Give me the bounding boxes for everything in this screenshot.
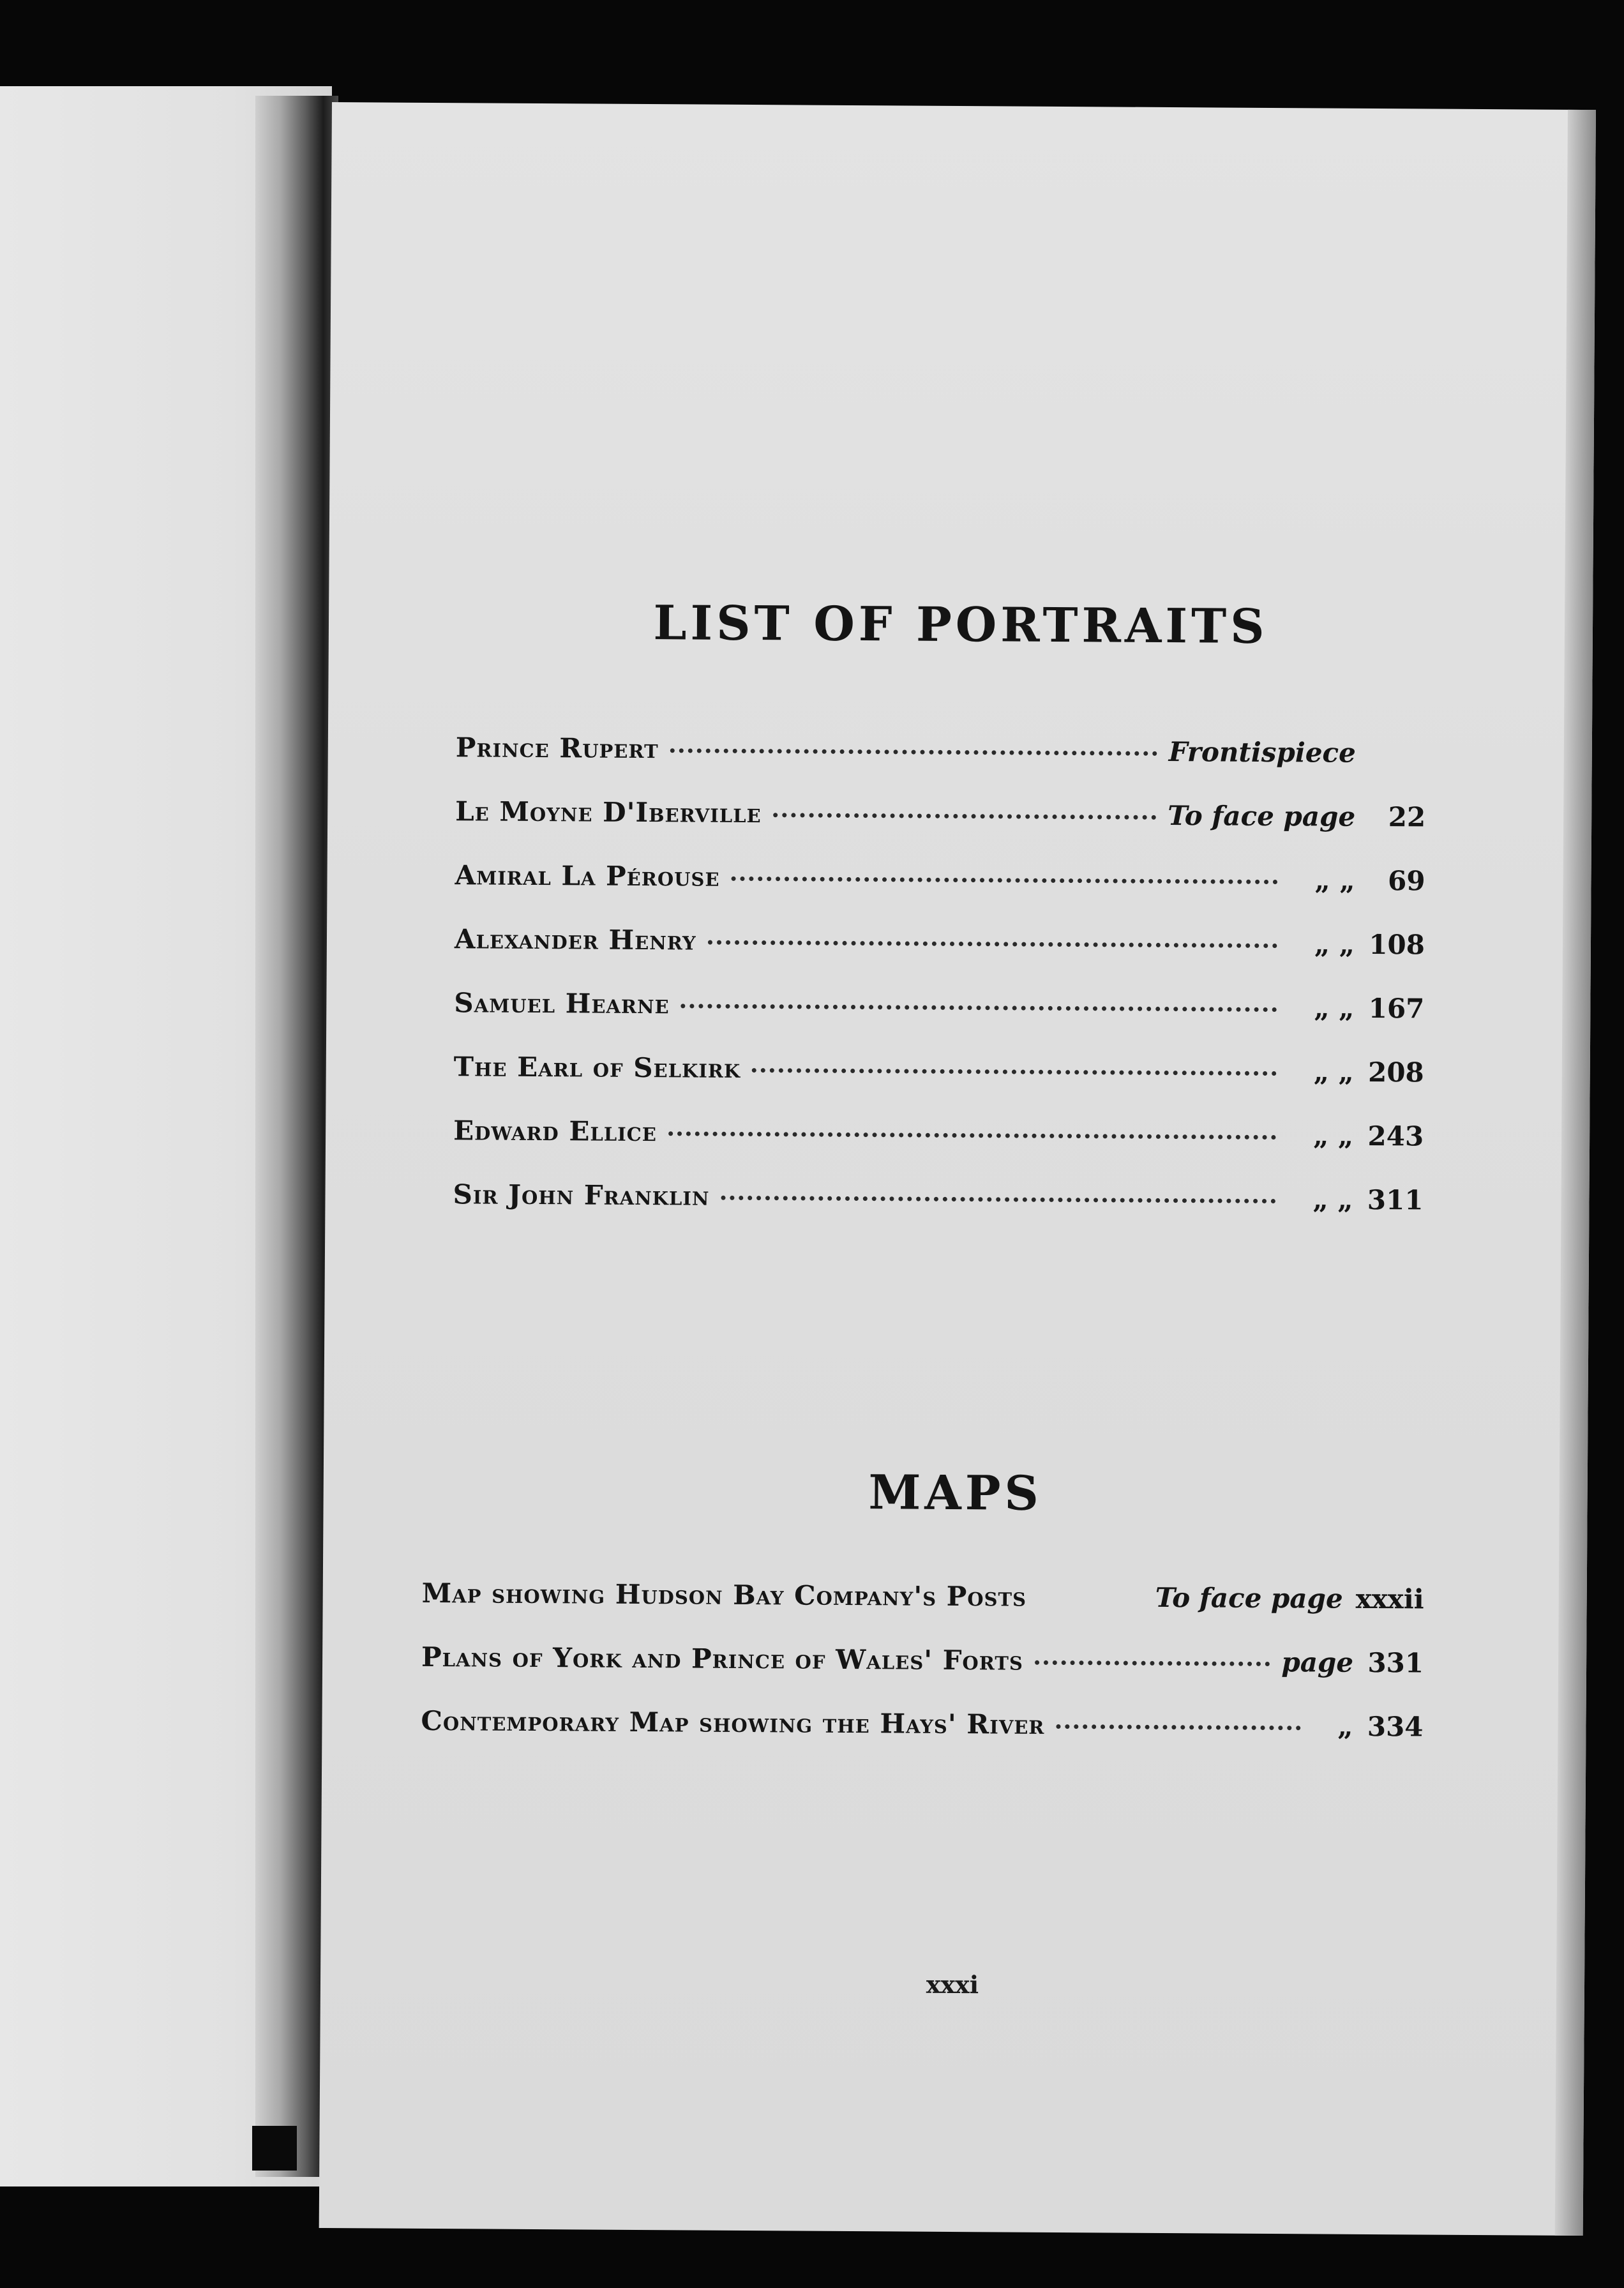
entry-ditto: „ „ (1314, 864, 1355, 896)
entry-ditto: „ „ (1312, 1184, 1353, 1216)
entry-page: 331 (1367, 1646, 1424, 1679)
list-item (421, 1705, 1424, 1775)
dot-leader (668, 1131, 1276, 1140)
maps-list (421, 1577, 1424, 1775)
entry-ditto: „ „ (1313, 1056, 1354, 1088)
entry-ditto: „ „ (1313, 1120, 1354, 1152)
dot-leader (721, 1196, 1275, 1203)
list-item (455, 923, 1425, 993)
dot-leader (670, 748, 1157, 756)
list-item (454, 987, 1425, 1057)
entry-name: The Earl of Selkirk (453, 1051, 741, 1084)
list-item (455, 732, 1426, 801)
entry-name: Samuel Hearne (454, 987, 670, 1020)
dot-leader (731, 877, 1277, 884)
list-item (453, 1051, 1424, 1120)
entry-page: 22 (1388, 801, 1426, 833)
entry-page: 334 (1367, 1710, 1424, 1743)
entry-name: Sir John Franklin (453, 1178, 710, 1212)
entry-name: Le Moyne D'Iberville (455, 795, 762, 829)
dot-leader (708, 940, 1277, 948)
list-item (455, 859, 1425, 929)
list-item (421, 1577, 1424, 1648)
entry-ditto: „ (1337, 1710, 1353, 1742)
list-item (421, 1641, 1424, 1712)
right-page (319, 102, 1596, 2236)
page-edge (1555, 110, 1596, 2236)
entry-page (1369, 762, 1426, 763)
dot-leader (681, 1004, 1277, 1012)
page-number: xxxi (926, 1969, 979, 1999)
entry-name: Edward Ellice (453, 1115, 658, 1148)
entry-name: Contemporary Map showing the Hays' River (421, 1705, 1045, 1740)
entry-name: Plans of York and Prince of Wales' Forts (421, 1641, 1024, 1676)
list-item (453, 1115, 1424, 1184)
entry-name: Map showing Hudson Bay Company's Posts (421, 1577, 1027, 1613)
list-item (455, 795, 1426, 865)
entry-name: Alexander Henry (454, 923, 696, 956)
entry-name: Amiral La Pérouse (455, 859, 720, 892)
dot-leader (773, 813, 1157, 820)
dot-leader (1035, 1660, 1270, 1666)
entry-reference: page (1281, 1646, 1354, 1678)
dot-leader (1056, 1724, 1300, 1730)
entry-page: 69 (1387, 865, 1425, 897)
entry-ditto: „ „ (1314, 928, 1355, 960)
entry-page: 311 (1367, 1184, 1424, 1216)
entry-reference: Frontispiece (1168, 736, 1356, 769)
entry-ditto: „ „ (1314, 992, 1355, 1024)
entry-page: 167 (1368, 992, 1425, 1025)
maps-heading: MAPS (868, 1465, 1043, 1521)
entry-reference: To face page (1168, 800, 1356, 832)
list-item (453, 1178, 1424, 1248)
entry-page: 243 (1367, 1120, 1424, 1152)
entry-name: Prince Rupert (455, 732, 659, 765)
portraits-heading: LIST OF PORTRAITS (653, 596, 1268, 654)
gutter-shadow (252, 2126, 297, 2171)
entry-page: 208 (1367, 1056, 1424, 1088)
dot-leader (752, 1068, 1277, 1076)
entry-reference: To face page (1155, 1581, 1343, 1614)
entry-page: 108 (1369, 928, 1425, 961)
entry-page: xxxii (1355, 1583, 1424, 1615)
portraits-list (453, 732, 1426, 1248)
dot-leader (1038, 1597, 1144, 1602)
